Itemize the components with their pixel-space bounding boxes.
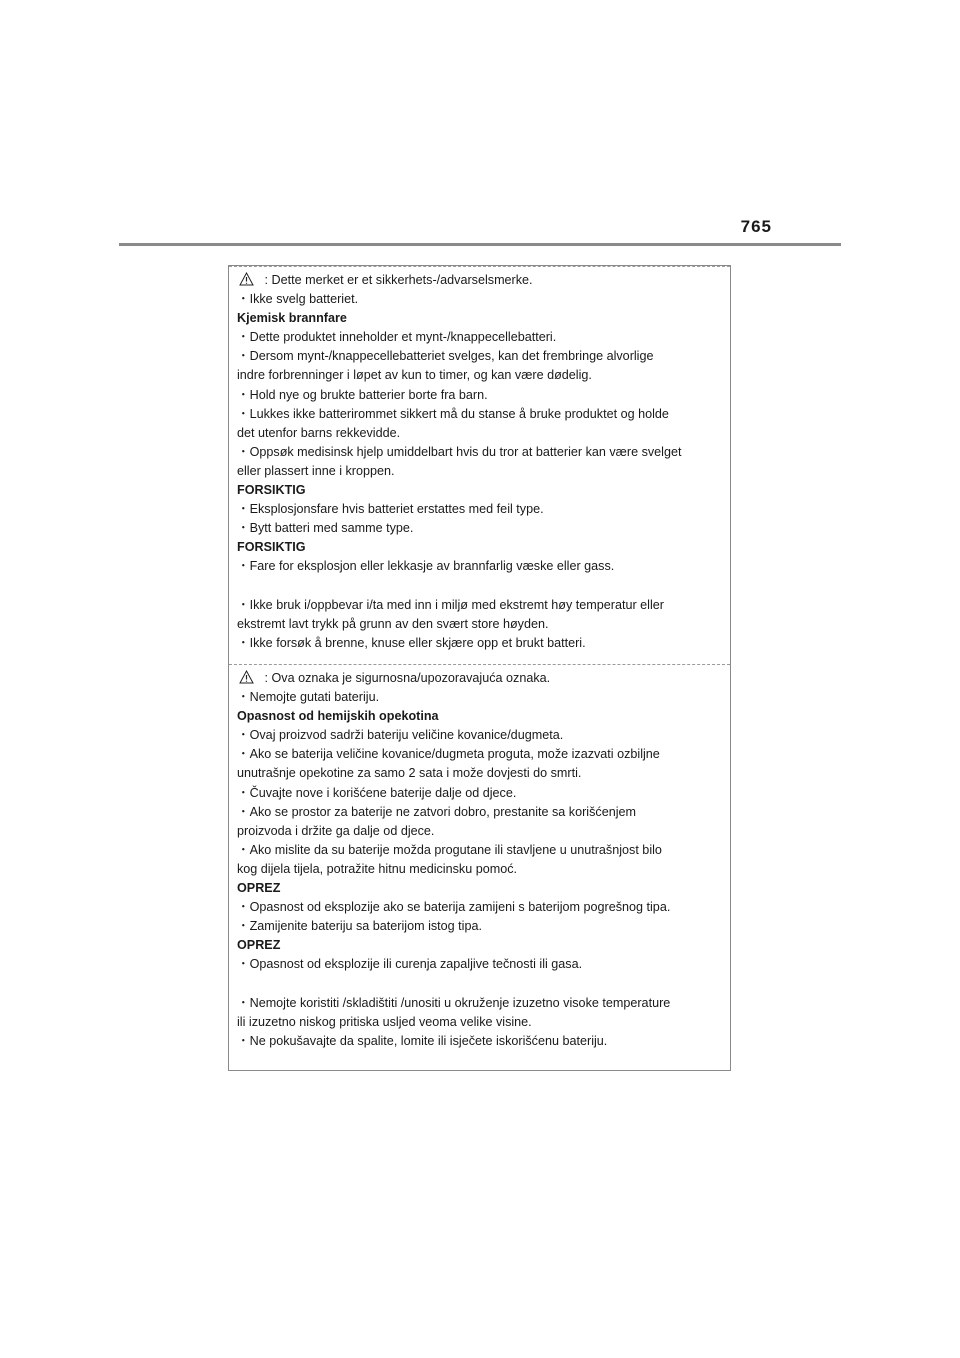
text-line [237,366,722,385]
text-line [237,405,722,424]
text-line [237,745,722,764]
text-line [237,669,722,688]
text-line [237,955,722,974]
text-line [237,784,722,803]
line-text: ・Hold nye og brukte batterier borte fra barn. [237,387,488,402]
text-line [237,764,722,783]
line-text: ・Nemojte koristiti /skladištiti /unositi u okruženje izuzetno visoke temperature [237,995,671,1010]
line-text: ・Ikke forsøk å brenne, knuse eller skjære opp et brukt batteri. [237,635,586,650]
text-line [237,822,722,841]
section-heading [237,538,722,557]
text-line [237,726,722,745]
line-text: OPREZ [237,881,281,896]
text-line [237,803,722,822]
line-text: : Dette merket er et sikkerhets-/advarselsmerke. [261,273,533,287]
line-text: ・Ne pokušavajte da spalite, lomite ili isječete iskorišćenu bateriju. [237,1033,608,1048]
text-line [237,462,722,481]
text-line [237,290,722,309]
section-heading [237,707,722,726]
line-text: FORSIKTIG [237,540,306,555]
section-lines [237,669,722,1051]
line-text: ・Ako mislite da su baterije možda progutane ili stavljene u unutrašnjost bilo [237,842,662,857]
line-text: ・Fare for eksplosjon eller lekkasje av brannfarlig væske eller gass. [237,559,615,574]
section-croatian [229,664,730,1070]
text-line [237,860,722,879]
warning-triangle-icon [239,670,254,684]
spacer [237,577,722,596]
text-line [237,519,722,538]
section-heading [237,481,722,500]
line-text: eller plassert inne i kroppen. [237,463,395,478]
section-heading [237,936,722,955]
text-line [237,424,722,443]
line-text: ・Eksplosjonsfare hvis batteriet erstattes med feil type. [237,502,544,517]
line-text: kog dijela tijela, potražite hitnu medicinsku pomoć. [237,861,518,876]
text-line [237,1032,722,1051]
text-line [237,1013,722,1032]
line-text: indre forbrenninger i løpet av kun to timer, og kan være dødelig. [237,368,592,383]
text-line [237,347,722,366]
line-text: ・Opasnost od eksplozije ili curenja zapaljive tečnosti ili gasa. [237,957,583,972]
line-text: unutrašnje opekotine za samo 2 sata i može dovjesti do smrti. [237,766,582,781]
line-text: ekstremt lavt trykk på grunn av den svært store høyden. [237,616,549,631]
line-text: ・Zamijenite bateriju sa baterijom istog tipa. [237,919,482,934]
line-text: ・Opasnost od eksplozije ako se baterija zamijeni s baterijom pogrešnog tipa. [237,900,671,915]
line-text: ・Bytt batteri med samme type. [237,521,414,536]
section-lines [237,271,722,653]
text-line [237,917,722,936]
text-line [237,994,722,1013]
line-text: ・Ikke bruk i/oppbevar i/ta med inn i miljø med ekstremt høy temperatur eller [237,597,664,612]
text-line [237,500,722,519]
line-text: ・Nemojte gutati bateriju. [237,690,380,705]
line-text: ・Ikke svelg batteriet. [237,292,359,307]
line-text: ・Dersom mynt-/knappecellebatteriet svelges, kan det frembringe alvorlige [237,349,654,364]
section-heading [237,309,722,328]
line-text: ・Čuvajte nove i korišćene baterije dalje od djece. [237,785,517,800]
text-line [237,898,722,917]
text-line [237,688,722,707]
line-text: ili izuzetno niskog pritiska usljed veoma velike visine. [237,1014,532,1029]
battery-warning-box [228,265,731,1071]
line-text: Kjemisk brannfare [237,311,347,326]
section-norwegian [229,266,730,664]
section-heading [237,879,722,898]
line-text: proizvoda i držite ga dalje od djece. [237,823,435,838]
spacer [237,975,722,994]
line-text: ・Dette produktet inneholder et mynt-/knappecellebatteri. [237,330,557,345]
text-line [237,634,722,653]
text-line [237,841,722,860]
text-line [237,271,722,290]
line-text: ・Lukkes ikke batterirommet sikkert må du stanse å bruke produktet og holde [237,406,669,421]
text-line [237,596,722,615]
line-text: ・Ako se baterija veličine kovanice/dugmeta proguta, može izazvati ozbiljne [237,747,660,762]
text-line [237,328,722,347]
text-line [237,443,722,462]
line-text: ・Ako se prostor za baterije ne zatvori dobro, prestanite sa korišćenjem [237,804,636,819]
line-text: ・Oppsøk medisinsk hjelp umiddelbart hvis du tror at batterier kan være svelget [237,444,682,459]
line-text: : Ova oznaka je sigurnosna/upozoravajuća oznaka. [261,671,551,685]
text-line [237,386,722,405]
line-text: FORSIKTIG [237,483,306,498]
text-line [237,615,722,634]
text-line [237,557,722,576]
page-number: 765 [740,217,772,236]
line-text: Opasnost od hemijskih opekotina [237,709,439,724]
line-text: det utenfor barns rekkevidde. [237,425,401,440]
line-text: ・Ovaj proizvod sadrži bateriju veličine kovanice/dugmeta. [237,728,564,743]
header-rule [119,243,841,246]
warning-triangle-icon [239,272,254,286]
line-text: OPREZ [237,938,281,953]
